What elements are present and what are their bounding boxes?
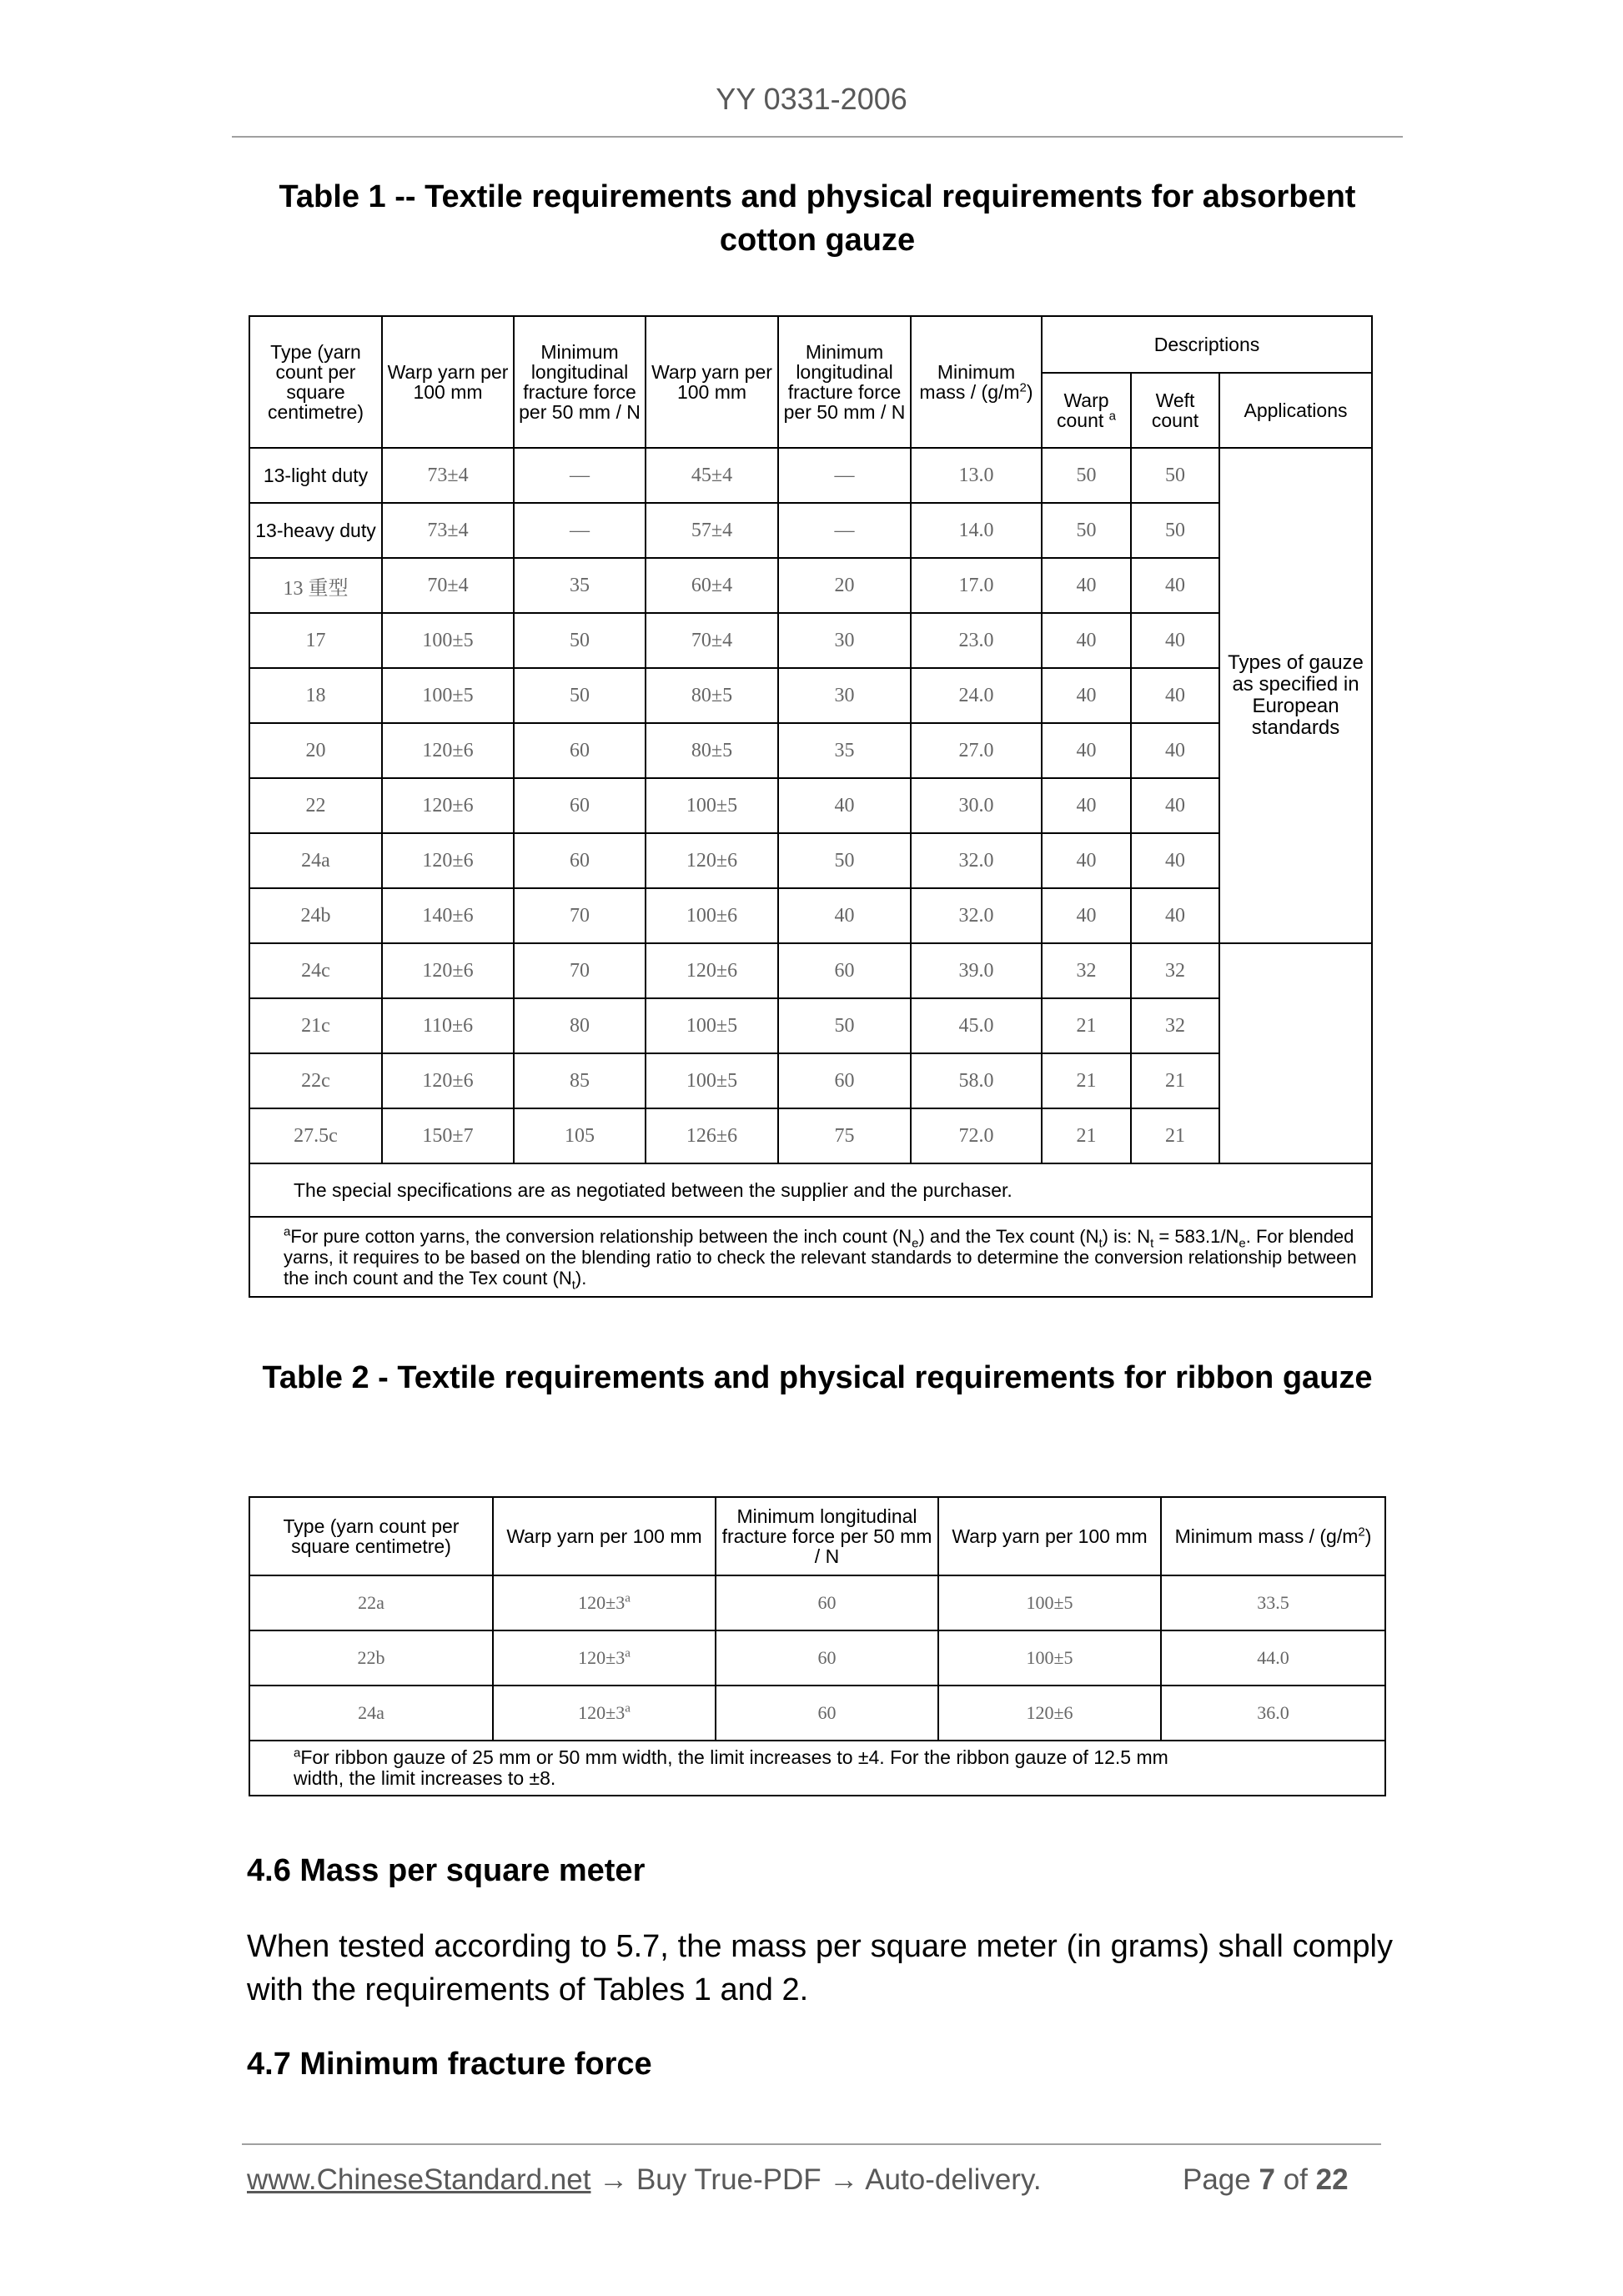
t1-cell: 50 xyxy=(778,833,911,888)
t1-cell: 40 xyxy=(1042,778,1131,833)
t2-cell: 120±6 xyxy=(938,1686,1161,1741)
site-link[interactable]: www.ChineseStandard.net xyxy=(247,2163,591,2196)
t1-cell: 21 xyxy=(1042,1108,1131,1163)
t1-cell: 45±4 xyxy=(646,448,778,503)
t1-cell: 72.0 xyxy=(911,1108,1042,1163)
t1-cell: 120±6 xyxy=(646,833,778,888)
t1-cell: 100±5 xyxy=(646,1053,778,1108)
t1-cell: 100±5 xyxy=(382,613,514,668)
t1-cell: 24b xyxy=(249,888,382,943)
t1-cell: 40 xyxy=(1042,888,1131,943)
t1-cell: 40 xyxy=(1042,723,1131,778)
t2-cell: 100±5 xyxy=(938,1630,1161,1686)
t1-cell: 60 xyxy=(514,778,646,833)
t1-cell: 120±6 xyxy=(646,943,778,998)
t1-row xyxy=(249,778,1372,833)
t1-cell: 23.0 xyxy=(911,613,1042,668)
t1-cell: 40 xyxy=(1042,613,1131,668)
t1-cell: 13 重型 xyxy=(249,558,382,613)
table1-caption: Table 1 -- Textile requirements and physical requirements for absorbent cotton gauze xyxy=(279,179,1356,258)
arrow-icon: → xyxy=(599,2163,629,2196)
t1-cell: 60±4 xyxy=(646,558,778,613)
t1-cell: — xyxy=(514,448,646,503)
t2-cell: 60 xyxy=(716,1575,938,1630)
t1-cell: — xyxy=(514,503,646,558)
t1-row xyxy=(249,613,1372,668)
t2-cell: $120\pm 3^a$ xyxy=(493,1575,716,1630)
t1-row xyxy=(249,558,1372,613)
table2-caption: Table 2 - Textile requirements and physical requirements for ribbon gauze xyxy=(262,1360,1373,1395)
t1-cell: 39.0 xyxy=(911,943,1042,998)
t1-header-min-mass: Minimum mass / $(g/m^2)$ xyxy=(911,316,1042,448)
t1-cell: 45.0 xyxy=(911,998,1042,1053)
t1-cell: 58.0 xyxy=(911,1053,1042,1108)
t2-cell: 24a xyxy=(249,1686,493,1741)
t2-cell: $120\pm 3^a$ xyxy=(493,1686,716,1741)
t1-cell: 40 xyxy=(1131,613,1219,668)
document-id-header: YY 0331-2006 xyxy=(716,82,907,116)
t1-cell: 30 xyxy=(778,668,911,723)
t2-header-min-long: Minimum longitudinal fracture force per 50 mm / N xyxy=(716,1497,938,1575)
t1-cell: 50 xyxy=(778,998,911,1053)
t1-cell: 110±6 xyxy=(382,998,514,1053)
t1-row xyxy=(249,833,1372,888)
t2-cell: 33.5 xyxy=(1161,1575,1385,1630)
t1-header-weft-count: Weft count xyxy=(1131,373,1219,448)
t1-cell: 50 xyxy=(1042,503,1131,558)
t1-cell: 40 xyxy=(778,888,911,943)
section-4-6-heading: 4.6 Mass per square meter xyxy=(247,1853,646,1888)
t2-cell: $120\pm 3^a$ xyxy=(493,1630,716,1686)
t1-cell: 73±4 xyxy=(382,503,514,558)
t1-row xyxy=(249,1053,1372,1108)
t1-header-warp: Warp yarn per 100 mm xyxy=(382,316,514,448)
t2-row xyxy=(249,1575,1385,1630)
t1-cell: 13-heavy duty xyxy=(249,503,382,558)
t1-cell: 70 xyxy=(514,943,646,998)
t1-cell: 40 xyxy=(1042,668,1131,723)
t1-cell: 50 xyxy=(1131,448,1219,503)
t2-header-warp2: Warp yarn per 100 mm xyxy=(938,1497,1161,1575)
page-total: 22 xyxy=(1315,2163,1349,2196)
t2-cell: 60 xyxy=(716,1630,938,1686)
section-4-7-heading: 4.7 Minimum fracture force xyxy=(247,2047,652,2082)
t1-row xyxy=(249,448,1372,503)
t1-cell: 21 xyxy=(1131,1108,1219,1163)
t2-row xyxy=(249,1630,1385,1686)
t1-cell: 40 xyxy=(1131,558,1219,613)
t1-cell: 35 xyxy=(514,558,646,613)
t1-cell: 85 xyxy=(514,1053,646,1108)
t1-cell: 21 xyxy=(1042,998,1131,1053)
t2-cell: 44.0 xyxy=(1161,1630,1385,1686)
t1-header-min-long: Minimum longitudinal fracture force per 50 mm / N xyxy=(514,316,646,448)
page-number: 7 xyxy=(1259,2163,1275,2196)
t1-row xyxy=(249,998,1372,1053)
t1-cell: 17.0 xyxy=(911,558,1042,613)
t1-cell: 32 xyxy=(1042,943,1131,998)
t1-cell: 100±5 xyxy=(382,668,514,723)
t1-header-type: Type (yarn count per square centimetre) xyxy=(249,316,382,448)
t1-cell: 32.0 xyxy=(911,888,1042,943)
t2-body xyxy=(249,1575,1385,1741)
page-indicator: Page 7 of 22 xyxy=(1183,2163,1349,2196)
t1-cell: 60 xyxy=(514,723,646,778)
t1-cell: 22 xyxy=(249,778,382,833)
t1-header-descriptions: Descriptions xyxy=(1042,316,1372,373)
t1-cell: 32 xyxy=(1131,943,1219,998)
t1-special-note: The special specifications are as negotiated between the supplier and the purchaser. xyxy=(249,1163,1372,1217)
t1-cell: — xyxy=(778,448,911,503)
t1-row xyxy=(249,723,1372,778)
t1-cell: 21c xyxy=(249,998,382,1053)
t1-cell: 24a xyxy=(249,833,382,888)
t1-cell: 57±4 xyxy=(646,503,778,558)
t1-cell: 126±6 xyxy=(646,1108,778,1163)
t1-cell: 32.0 xyxy=(911,833,1042,888)
footer-promo xyxy=(247,2163,1042,2197)
table2 xyxy=(249,1496,1386,1796)
t2-cell: 100±5 xyxy=(938,1575,1161,1630)
t1-cell: 50 xyxy=(1131,503,1219,558)
t1-cell: 22c xyxy=(249,1053,382,1108)
t1-cell: 24c xyxy=(249,943,382,998)
t1-applications: Types of gauze as specified in European standards xyxy=(1219,448,1372,943)
t1-cell: 40 xyxy=(1131,778,1219,833)
t1-cell: 32 xyxy=(1131,998,1219,1053)
t1-cell: 40 xyxy=(1042,833,1131,888)
t2-row xyxy=(249,1686,1385,1741)
t1-row xyxy=(249,888,1372,943)
t1-body xyxy=(249,448,1372,1163)
t1-cell: 30.0 xyxy=(911,778,1042,833)
t1-header-applications: Applications xyxy=(1219,373,1372,448)
t1-cell: 60 xyxy=(514,833,646,888)
t2-cell: 36.0 xyxy=(1161,1686,1385,1741)
t1-row xyxy=(249,668,1372,723)
t1-cell: 20 xyxy=(249,723,382,778)
t1-cell: 13-light duty xyxy=(249,448,382,503)
t1-cell: 120±6 xyxy=(382,943,514,998)
t1-cell: 80±5 xyxy=(646,723,778,778)
t1-cell: 27.0 xyxy=(911,723,1042,778)
t1-row xyxy=(249,503,1372,558)
section-4-6-body: When tested according to 5.7, the mass per square meter (in grams) shall comply with the requirements of Tables 1 and 2. xyxy=(247,1929,1393,2007)
arrow-icon: → xyxy=(829,2163,859,2196)
t1-row xyxy=(249,1108,1372,1163)
t1-cell: 60 xyxy=(778,1053,911,1108)
t1-cell: 40 xyxy=(1131,668,1219,723)
t1-cell: 73±4 xyxy=(382,448,514,503)
t1-cell: 105 xyxy=(514,1108,646,1163)
t1-cell: 75 xyxy=(778,1108,911,1163)
table1 xyxy=(249,315,1373,1298)
t2-header-warp: Warp yarn per 100 mm xyxy=(493,1497,716,1575)
t2-cell: 60 xyxy=(716,1686,938,1741)
t1-cell: 70±4 xyxy=(382,558,514,613)
t2-cell: 22a xyxy=(249,1575,493,1630)
t1-row xyxy=(249,943,1372,998)
t1-cell: 70±4 xyxy=(646,613,778,668)
t1-cell: 50 xyxy=(514,613,646,668)
t2-footnote: $^a$For ribbon gauze of 25 mm or 50 mm width, the limit increases to ±4. For the ribbon gauze of 12.5 mm width, the limit increases to ±8. xyxy=(249,1741,1385,1796)
delivery-text: Auto-delivery. xyxy=(865,2163,1042,2196)
t1-cell: 30 xyxy=(778,613,911,668)
t1-cell: 21 xyxy=(1131,1053,1219,1108)
t1-applications-empty xyxy=(1219,943,1372,1163)
t1-cell: 17 xyxy=(249,613,382,668)
t1-cell: 100±5 xyxy=(646,998,778,1053)
t1-cell: 70 xyxy=(514,888,646,943)
t1-cell: 120±6 xyxy=(382,723,514,778)
t1-cell: 60 xyxy=(778,943,911,998)
t1-cell: 80 xyxy=(514,998,646,1053)
t1-cell: 120±6 xyxy=(382,833,514,888)
t1-cell: 40 xyxy=(1042,558,1131,613)
t1-header-min-long2: Minimum longitudinal fracture force per 50 mm / N xyxy=(778,316,911,448)
t1-cell: 80±5 xyxy=(646,668,778,723)
t2-header-min-mass: Minimum mass / $(g/m^2)$ xyxy=(1161,1497,1385,1575)
t1-cell: 50 xyxy=(514,668,646,723)
t1-cell: 35 xyxy=(778,723,911,778)
header-rule xyxy=(232,136,1403,138)
t1-header-warp-count: Warp count $^a$ xyxy=(1042,373,1131,448)
t1-cell: 120±6 xyxy=(382,778,514,833)
t1-footnote: $^a$For pure cotton yarns, the conversion relationship between the inch count $(N_e)$ and the Tex count $(N_t)$ is: $N_t = 583.1/N_e$. For blended yarns, it requires to be based on the blending ratio to check the relevant standards to determine the conversion relationship between the inch count and the Tex count $(N_t)$. xyxy=(249,1217,1372,1297)
t1-cell: 27.5c xyxy=(249,1108,382,1163)
t1-cell: 40 xyxy=(1131,888,1219,943)
t2-header-type: Type (yarn count per square centimetre) xyxy=(249,1497,493,1575)
t1-cell: 100±6 xyxy=(646,888,778,943)
t1-cell: 20 xyxy=(778,558,911,613)
t1-header-warp2: Warp yarn per 100 mm xyxy=(646,316,778,448)
t1-cell: 18 xyxy=(249,668,382,723)
t1-cell: 40 xyxy=(778,778,911,833)
t1-cell: 100±5 xyxy=(646,778,778,833)
t1-cell: 140±6 xyxy=(382,888,514,943)
t1-cell: 150±7 xyxy=(382,1108,514,1163)
t1-cell: — xyxy=(778,503,911,558)
t1-cell: 13.0 xyxy=(911,448,1042,503)
buy-text: Buy True-PDF xyxy=(636,2163,822,2196)
t1-cell: 21 xyxy=(1042,1053,1131,1108)
footer-rule xyxy=(242,2143,1381,2145)
t1-cell: 120±6 xyxy=(382,1053,514,1108)
t1-cell: 40 xyxy=(1131,833,1219,888)
t1-cell: 40 xyxy=(1131,723,1219,778)
t1-cell: 24.0 xyxy=(911,668,1042,723)
t2-cell: 22b xyxy=(249,1630,493,1686)
t1-cell: 14.0 xyxy=(911,503,1042,558)
t1-cell: 50 xyxy=(1042,448,1131,503)
